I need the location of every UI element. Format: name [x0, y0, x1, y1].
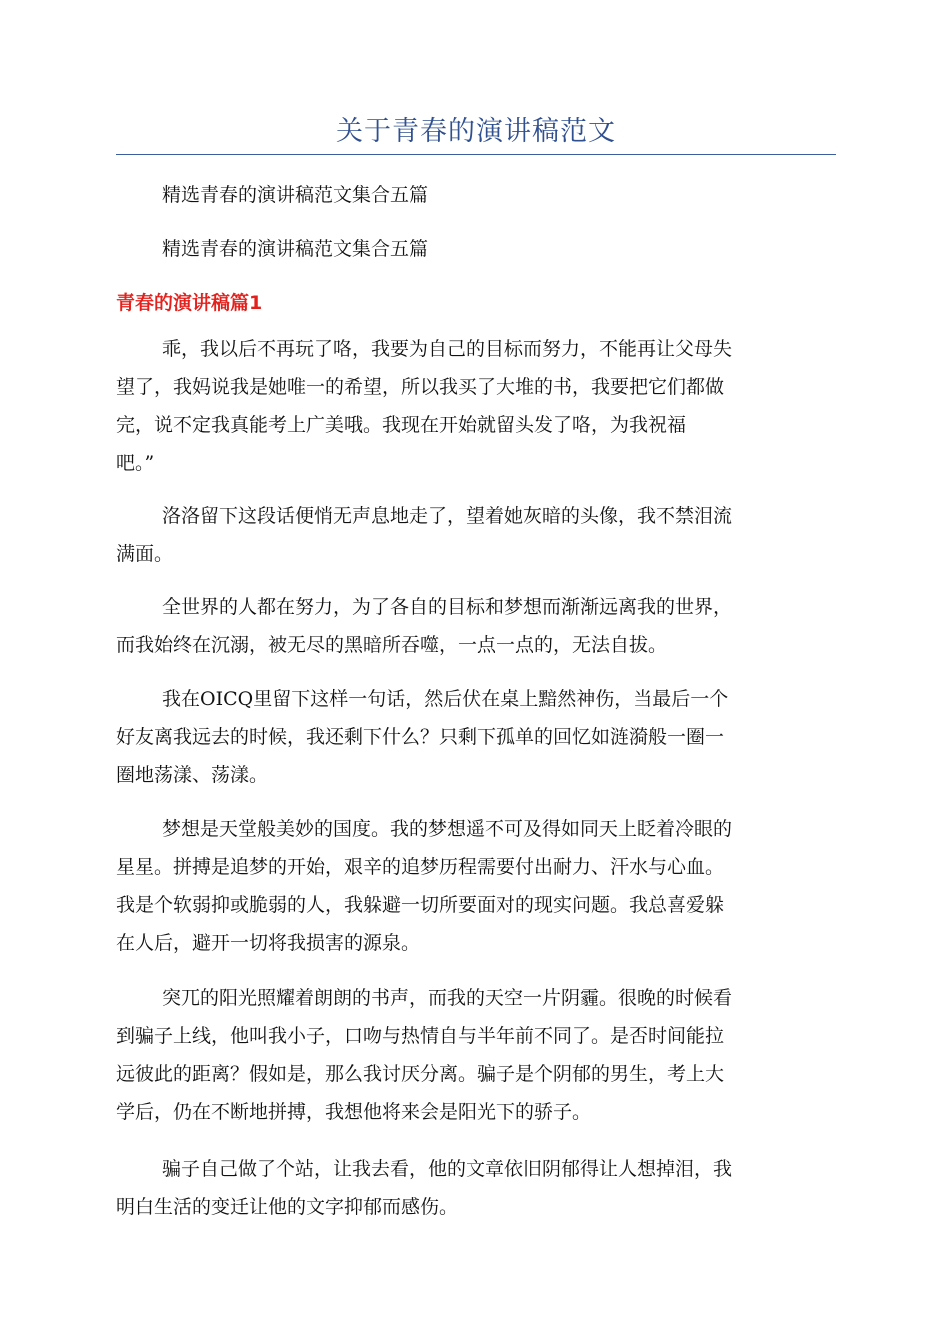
paragraph-line: 吧。”: [116, 452, 155, 474]
title-underline: [116, 154, 836, 155]
paragraph-line: 圈地荡漾、荡漾。: [116, 764, 269, 786]
paragraph-line: 突兀的阳光照耀着朗朗的书声，而我的天空一片阴霾。很晚的时候看: [162, 987, 733, 1009]
subtitle-1: 精选青春的演讲稿范文集合五篇: [162, 184, 429, 206]
paragraph-2: [116, 497, 836, 573]
paragraph-line: 到骗子上线，他叫我小子，口吻与热情自与半年前不同了。是否时间能拉: [116, 1025, 725, 1047]
paragraph-5: [116, 810, 836, 962]
paragraph-line: 骗子自己做了个站，让我去看，他的文章依旧阴郁得让人想掉泪，我: [162, 1158, 733, 1180]
paragraph-line: 完，说不定我真能考上广美哦。我现在开始就留头发了咯，为我祝福: [116, 414, 687, 436]
paragraph-line: 星星。拼搏是追梦的开始，艰辛的追梦历程需要付出耐力、汗水与心血。: [116, 856, 725, 878]
paragraph-line: 全世界的人都在努力，为了各自的目标和梦想而渐渐远离我的世界，: [162, 596, 733, 618]
paragraph-1: [116, 330, 836, 482]
paragraph-line: 学后，仍在不断地拼搏，我想他将来会是阳光下的骄子。: [116, 1101, 592, 1123]
paragraph-4: [116, 680, 836, 794]
paragraph-line: 我是个软弱抑或脆弱的人，我躲避一切所要面对的现实问题。我总喜爱躲: [116, 894, 725, 916]
paragraph-3: [116, 588, 836, 664]
paragraph-line: 明白生活的变迁让他的文字抑郁而感伤。: [116, 1196, 459, 1218]
paragraph-line: 洛洛留下这段话便悄无声息地走了，望着她灰暗的头像，我不禁泪流: [162, 505, 733, 527]
section-heading: 青春的演讲稿篇1: [116, 292, 263, 314]
paragraph-line: 好友离我远去的时候，我还剩下什么？只剩下孤单的回忆如涟漪般一圈一: [116, 726, 725, 748]
paragraph-line: 我在OICQ里留下这样一句话，然后伏在桌上黯然神伤，当最后一个: [162, 688, 729, 710]
paragraph-line: 望了，我妈说我是她唯一的希望，所以我买了大堆的书，我要把它们都做: [116, 376, 725, 398]
paragraph-6: [116, 979, 836, 1131]
paragraph-line: 满面。: [116, 543, 174, 565]
document-title: 关于青春的演讲稿范文: [336, 116, 616, 147]
paragraph-line: 梦想是天堂般美妙的国度。我的梦想遥不可及得如同天上眨着冷眼的: [162, 818, 733, 840]
paragraph-line: 乖，我以后不再玩了咯，我要为自己的目标而努力，不能再让父母失: [162, 338, 733, 360]
paragraph-line: 在人后，避开一切将我损害的源泉。: [116, 932, 421, 954]
subtitle-2: 精选青春的演讲稿范文集合五篇: [162, 238, 429, 260]
paragraph-line: 远彼此的距离？假如是，那么我讨厌分离。骗子是个阴郁的男生，考上大: [116, 1063, 725, 1085]
paragraph-7: [116, 1150, 836, 1226]
paragraph-line: 而我始终在沉溺，被无尽的黑暗所吞噬，一点一点的，无法自拔。: [116, 634, 668, 656]
